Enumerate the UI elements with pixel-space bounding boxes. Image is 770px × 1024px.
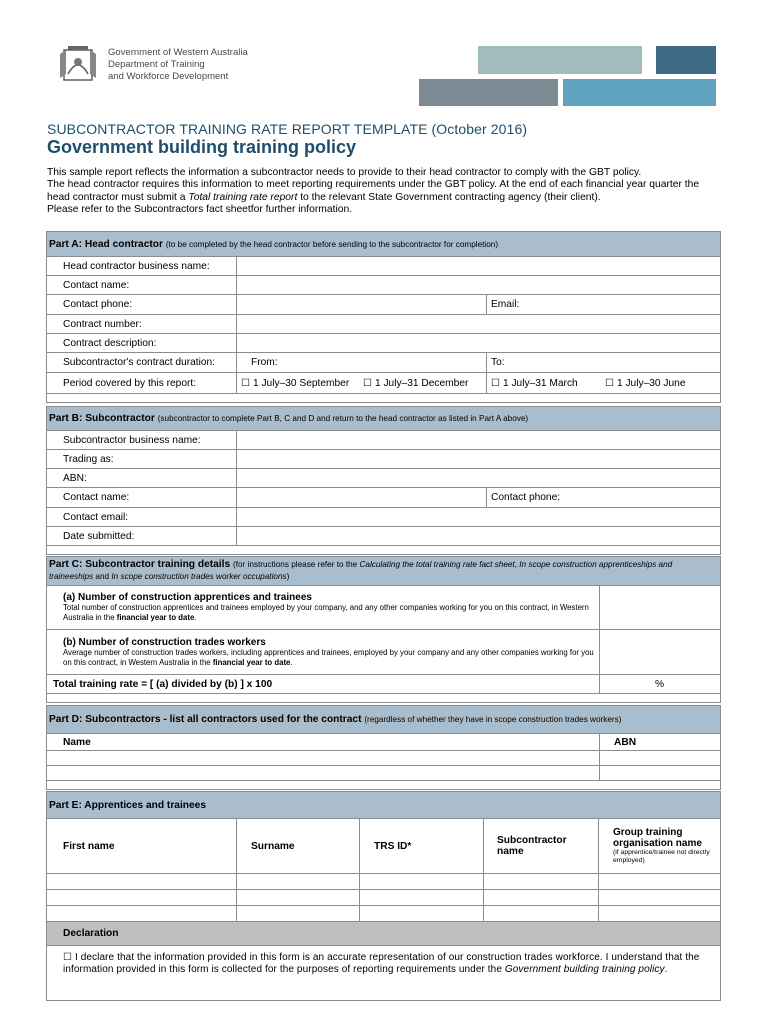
brand-block-2 [656, 46, 716, 74]
document-subtitle: Government building training policy [47, 137, 357, 157]
declaration-text[interactable] [47, 946, 721, 1001]
item-b-desc-text: Average number of construction trades workers, including apprentices and trainees, employed by your company and any other companies working for you on this contract, in Western Australia in the [63, 647, 594, 667]
duration-label: Subcontractor's contract duration: [47, 353, 237, 373]
contract-description-label: Contract description: [47, 334, 237, 353]
head-contractor-name-field[interactable] [237, 257, 721, 276]
part-b-note: (subcontractor to complete Part B, C and D and return to the head contractor as listed in Part A above) [157, 414, 529, 423]
col-first-name-header: First name [47, 819, 237, 874]
total-rate-label: Total training rate = [ (a) divided by (b) ] x 100 [47, 675, 600, 694]
trs-field-2[interactable] [360, 890, 484, 906]
contractor-abn-field-1[interactable] [600, 751, 721, 766]
intro-paragraph-3: Please refer to the Subcontractors fact sheetfor further information. [47, 204, 353, 216]
percent-sign: % [654, 678, 665, 690]
period-options-2 [487, 373, 721, 394]
declaration-text-start: ☐ I declare that the information provided in this form is an accurate representation of our construction trades workforce. I understand that the information provided in this form is collected for the purposes of reporting requirements under the [63, 952, 700, 976]
period-checkbox-q2[interactable]: ☐ 1 July–31 December [363, 377, 469, 389]
part-a-table [46, 231, 721, 403]
declaration-heading: Declaration [47, 922, 721, 946]
item-a-title: (a) Number of construction apprentices and trainees [63, 592, 312, 603]
intro-text [47, 167, 722, 217]
declaration-text-italic: Government building training policy [504, 964, 665, 976]
part-c-note-i3: In scope construction trades worker occupations [111, 572, 287, 581]
from-label: From: [251, 357, 278, 368]
contract-number-field[interactable] [237, 315, 721, 334]
col-surname-header: Surname [237, 819, 360, 874]
first-name-field-3[interactable] [47, 906, 237, 922]
part-c-note-i2: In scope construction apprenticeships and traineeships [49, 560, 673, 581]
surname-field-3[interactable] [237, 906, 360, 922]
part-d-spacer [47, 781, 721, 790]
abn-field[interactable] [237, 469, 721, 488]
contract-number-label: Contract number: [47, 315, 237, 334]
contact-phone-label: Contact phone: [47, 295, 237, 315]
item-a-desc-bold: financial year to date [116, 613, 195, 622]
item-b-desc: Average number of construction trades workers, including apprentices and trainees, employed by your company and any other companies working for you on this contract, in Western Australia in the financial year to date. [63, 647, 594, 667]
subcontractor-name-label: Subcontractor business name: [47, 431, 237, 450]
item-a-desc-text: Total number of construction apprentices and trainees employed by your company, and any other companies working for you on this contract, in Western Australia in the [63, 603, 589, 622]
subcontractor-field-3[interactable] [484, 906, 599, 922]
subcontractor-field-1[interactable] [484, 874, 599, 890]
col-group-note: (if apprentice/trainee not directly employed) [613, 849, 710, 864]
group-field-2[interactable] [599, 890, 721, 906]
to-label: To: [491, 357, 505, 368]
wa-government-logo [58, 44, 268, 88]
item-b-cell [47, 630, 600, 675]
part-b-table [46, 406, 721, 555]
declaration-table [46, 921, 721, 1001]
contractor-name-field-2[interactable] [47, 766, 600, 781]
declaration-text-end: . [664, 964, 668, 976]
group-field-3[interactable] [599, 906, 721, 922]
trading-as-label: Trading as: [47, 450, 237, 469]
col-abn-header: ABN [600, 734, 721, 751]
part-a-heading [47, 232, 721, 257]
date-submitted-field[interactable] [237, 527, 721, 546]
group-field-1[interactable] [599, 874, 721, 890]
brand-block-1 [478, 46, 642, 74]
part-e-heading: Part E: Apprentices and trainees [47, 792, 721, 819]
part-b-title: Part B: Subcontractor [49, 413, 155, 424]
part-a-title: Part A: Head contractor [49, 238, 163, 250]
item-a-field[interactable] [600, 586, 721, 630]
email-label: Email: [491, 299, 520, 310]
period-checkbox-q3[interactable]: ☐ 1 July–31 March [491, 377, 578, 389]
part-a-spacer [47, 394, 721, 403]
part-c-note-d: ) [286, 572, 290, 581]
duration-from-field[interactable] [237, 353, 487, 373]
item-a-cell [47, 586, 600, 630]
period-checkbox-q4[interactable]: ☐ 1 July–30 June [605, 377, 686, 389]
org-line-1: Government of Western Australia [108, 47, 248, 58]
col-name-header: Name [47, 734, 600, 751]
item-b-title: (b) Number of construction trades workers [63, 636, 266, 648]
total-rate-field[interactable] [600, 675, 721, 694]
sub-contact-phone-label: Contact phone: [491, 492, 561, 503]
col-group-title: Group training organisation name [613, 827, 702, 849]
contractor-name-field-1[interactable] [47, 751, 600, 766]
crest-icon [58, 44, 98, 84]
sub-contact-name-field[interactable] [237, 488, 487, 508]
org-line-3: and Workforce Development [108, 71, 229, 82]
contact-name-label: Contact name: [47, 276, 237, 295]
part-c-note-i1: Calculating the total training rate fact sheet [359, 560, 515, 569]
intro-p2-italic: Total training rate report [188, 191, 298, 203]
part-c-table [46, 556, 721, 703]
col-trs-header: TRS ID* [360, 819, 484, 874]
period-options-1 [237, 373, 487, 394]
sub-contact-name-label: Contact name: [47, 488, 237, 508]
part-d-note: (regardless of whether they have in scope construction trades workers) [364, 714, 622, 724]
head-contractor-name-label: Head contractor business name: [47, 257, 237, 276]
contact-phone-field[interactable] [237, 295, 487, 315]
part-a-note: (to be completed by the head contractor before sending to the subcontractor for completion) [165, 239, 499, 249]
intro-p2-end: to the relevant State Government contracting agency (their client). [297, 191, 601, 203]
surname-field-1[interactable] [237, 874, 360, 890]
part-c-title: Part C: Subcontractor training details [49, 559, 231, 570]
part-c-heading [47, 557, 721, 586]
trs-field-3[interactable] [360, 906, 484, 922]
period-checkbox-q1[interactable]: ☐ 1 July–30 September [241, 377, 350, 389]
intro-paragraph-1: This sample report reflects the information a subcontractor needs to provide to their head contractor to comply with the GBT policy. [47, 167, 642, 178]
brand-block-4 [563, 79, 716, 106]
part-d-table [46, 705, 721, 790]
part-d-title: Part D: Subcontractors - list all contractors used for the contract [49, 713, 362, 725]
item-a-desc: Total number of construction apprentices and trainees employed by your company, and any other companies working for you on this contract, in Western Australia in the financial year to date. [63, 603, 589, 622]
part-c-note-a: (for instructions please refer to the [232, 560, 360, 569]
part-e-table [46, 791, 721, 922]
document-title: SUBCONTRACTOR TRAINING RATE REPORT TEMPLATE (October 2016) [47, 121, 528, 137]
item-b-field[interactable] [600, 630, 721, 675]
org-line-2: Department of Training [108, 59, 205, 70]
first-name-field-2[interactable] [47, 890, 237, 906]
contractor-abn-field-2[interactable] [600, 766, 721, 781]
contact-email-label: Contact email: [47, 508, 237, 527]
part-d-heading [47, 706, 721, 734]
part-c-note-c: and [93, 572, 112, 581]
duration-to-field[interactable] [487, 353, 721, 373]
period-label: Period covered by this report: [47, 373, 237, 394]
date-submitted-label: Date submitted: [47, 527, 237, 546]
email-field[interactable] [487, 295, 721, 315]
abn-label: ABN: [47, 469, 237, 488]
part-c-spacer [47, 694, 721, 703]
contract-description-field[interactable] [237, 334, 721, 353]
surname-field-2[interactable] [237, 890, 360, 906]
intro-p2-start: The head contractor requires this information to meet reporting requirements under the GBT policy. At the end of each financial year quarter the head contractor must submit a [47, 179, 700, 203]
brand-block-3 [419, 79, 558, 106]
part-b-heading [47, 407, 721, 431]
contact-name-field[interactable] [237, 276, 721, 295]
subcontractor-name-field[interactable] [237, 431, 721, 450]
intro-paragraph-2 [47, 179, 722, 204]
trs-field-1[interactable] [360, 874, 484, 890]
trading-as-field[interactable] [237, 450, 721, 469]
col-group-header [599, 819, 721, 874]
item-b-desc-bold: financial year to date [212, 657, 291, 667]
contact-email-field[interactable] [237, 508, 721, 527]
part-b-spacer [47, 546, 721, 555]
first-name-field-1[interactable] [47, 874, 237, 890]
part-c-note-b: , [514, 560, 520, 569]
sub-contact-phone-field[interactable] [487, 488, 721, 508]
col-subcontractor-header: Subcontractor name [484, 819, 599, 874]
subcontractor-field-2[interactable] [484, 890, 599, 906]
